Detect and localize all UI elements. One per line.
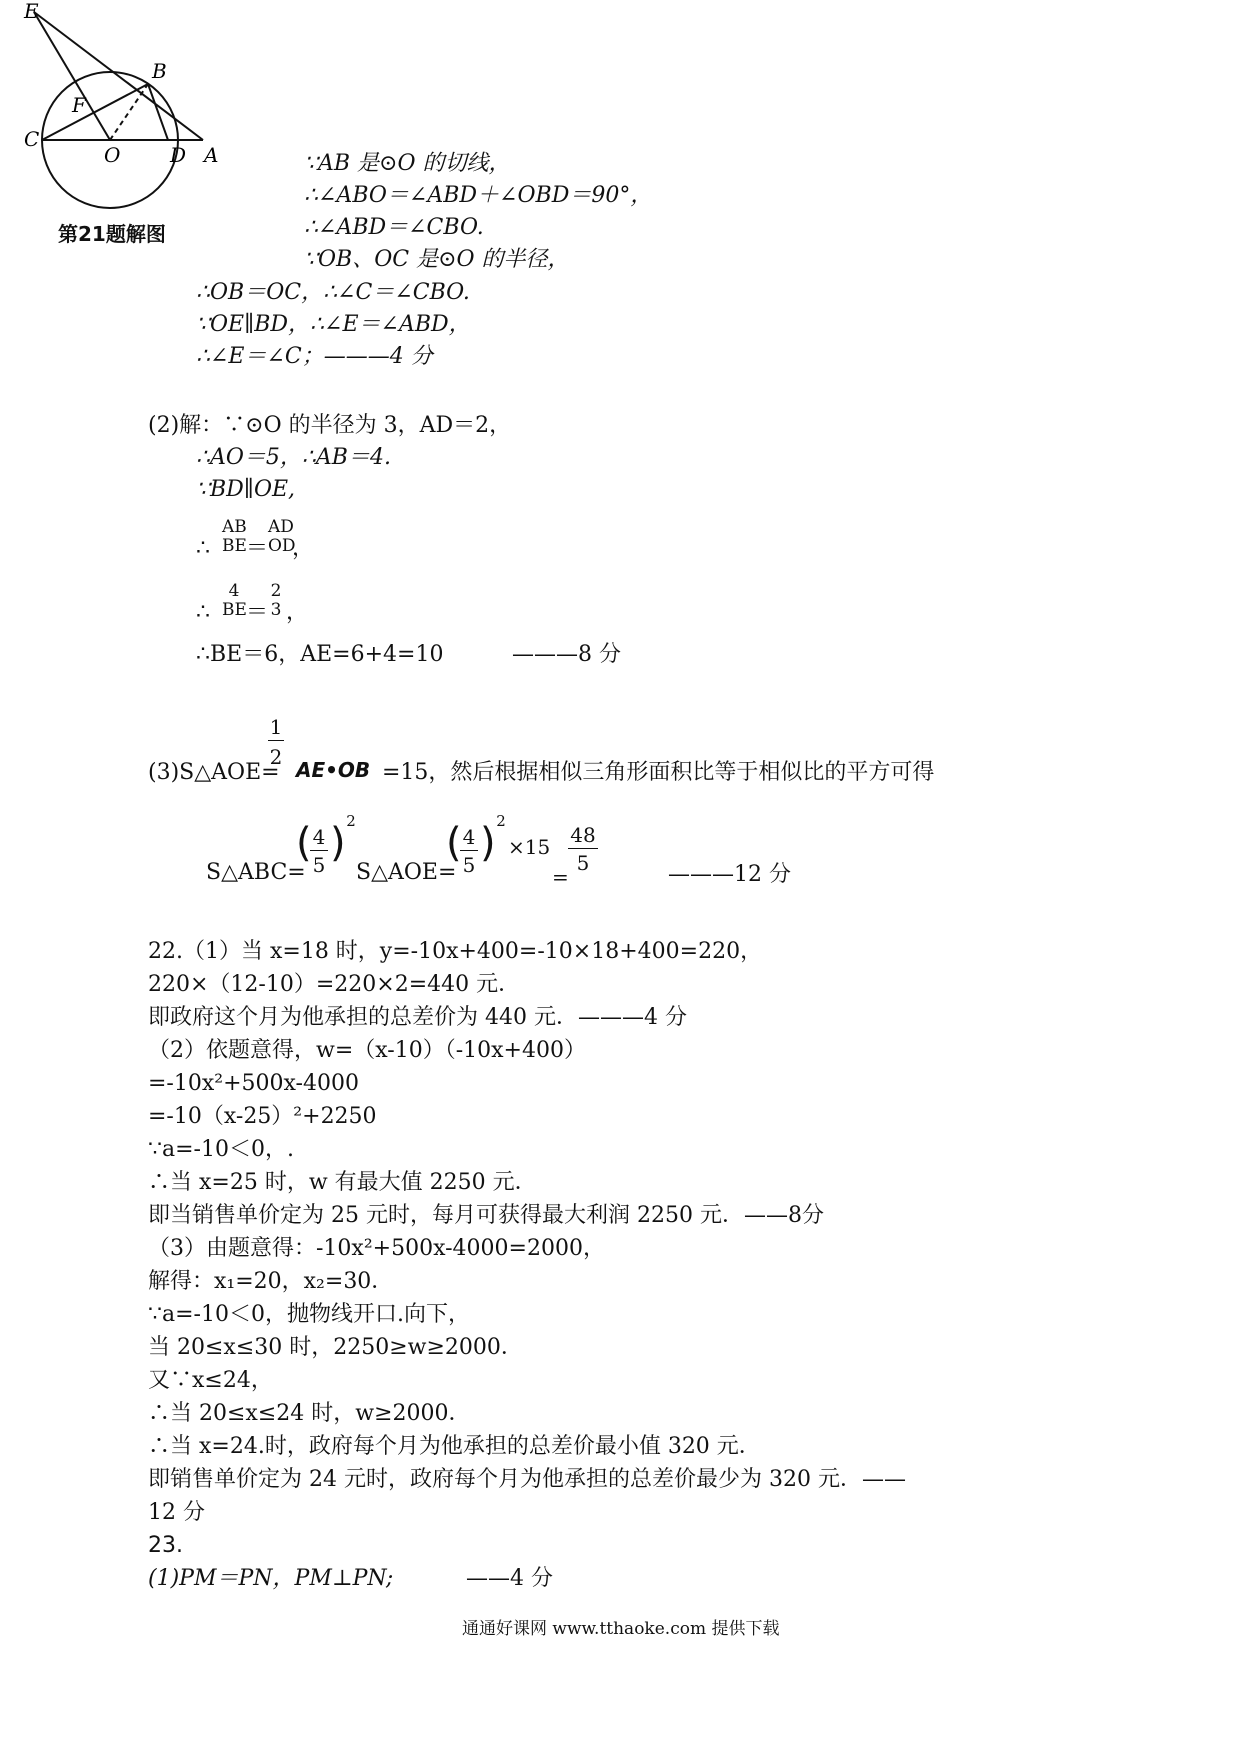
- left-paren-1: (: [296, 820, 312, 866]
- f1-num: 4: [312, 825, 326, 849]
- ratio2-prefix: ∴: [196, 600, 210, 625]
- q21-p2-line-2: ∴AO＝5，∴AB＝4.: [196, 445, 391, 470]
- q21-p3-tail: =15，然后根据相似三角形面积比等于相似比的平方可得: [382, 760, 935, 785]
- f1-exp: 2: [346, 812, 356, 830]
- f2-bar: [460, 850, 478, 851]
- result-den: 5: [576, 851, 590, 875]
- ratio2-suffix: ，: [286, 600, 309, 625]
- label-d: D: [170, 143, 187, 167]
- ratio1-num2: AD: [268, 517, 294, 537]
- ratio2-den2: 3: [270, 600, 282, 620]
- ratio2-num2: 2: [270, 581, 282, 601]
- ratio1-den2: OD: [268, 536, 296, 556]
- q21-line-7: ∴∠E＝∠C；———4 分: [196, 344, 433, 369]
- left-paren-2: (: [446, 820, 462, 866]
- q21-p2-line-3: ∵BD∥OE,: [196, 477, 296, 502]
- ratio1-suffix: ，: [292, 536, 315, 561]
- label-a: A: [204, 143, 219, 167]
- line-cb: [42, 84, 148, 140]
- ratio1-den1: BE: [222, 536, 247, 556]
- q22-line-17: 即销售单价定为 24 元时，政府每个月为他承担的总差价最少为 320 元．——: [148, 1467, 906, 1492]
- ratio1-prefix: ∴: [196, 536, 210, 561]
- q22-line-6: =-10（x-25）²+2250: [148, 1104, 377, 1129]
- q21-p3-score: ———12 分: [668, 862, 791, 887]
- q23-line-1: (1)PM＝PN，PM⊥PN;: [148, 1566, 394, 1591]
- ratio2-den1: BE: [222, 600, 247, 620]
- q22-line-4: （2）依题意得，w=（x-10）（-10x+400）: [148, 1038, 586, 1063]
- figure-caption: 第21题解图: [58, 222, 166, 246]
- q22-line-10: （3）由题意得：-10x²+500x-4000=2000，: [148, 1236, 605, 1261]
- line-ob-dashed: [110, 84, 148, 140]
- ratio2-num1: 4: [228, 581, 240, 601]
- q22-line-9: 即当销售单价定为 25 元时，每月可获得最大利润 2250 元．——8分: [148, 1203, 824, 1228]
- q21-line-5: ∴OB＝OC，∴∠C＝∠CBO.: [196, 280, 470, 305]
- q23-number: 23.: [148, 1533, 183, 1558]
- q21-line-2: ∴∠ABO＝∠ABD＋∠OBD＝90°，: [304, 183, 653, 208]
- result-bar: [568, 848, 598, 849]
- geometry-figure: [20, 0, 240, 250]
- s-aoe-label: S△AOE=: [356, 860, 457, 885]
- f2-den: 5: [462, 853, 476, 877]
- label-f: F: [72, 93, 86, 117]
- page-footer: 通通好课网 www.tthaoke.com 提供下载: [462, 1619, 780, 1639]
- q21-line-1: ∵AB 是⊙O 的切线，: [304, 151, 511, 176]
- q21-p2-line-6: ∴BE＝6，AE=6+4=10: [196, 642, 444, 667]
- label-c: C: [24, 127, 40, 151]
- ratio1-num1: AB: [222, 517, 247, 537]
- q22-line-13: 当 20≤x≤30 时，2250≥w≥2000．: [148, 1335, 523, 1360]
- half-fraction-bar: [268, 740, 284, 741]
- q22-line-2: 220×（12-10）=220×2=440 元．: [148, 972, 521, 997]
- q22-line-8: ∴当 x=25 时，w 有最大值 2250 元．: [148, 1170, 537, 1195]
- q21-line-3: ∴∠ABD＝∠CBO.: [304, 215, 484, 240]
- q22-line-3: 即政府这个月为他承担的总差价为 440 元．———4 分: [148, 1005, 687, 1030]
- half-den: 2: [269, 745, 283, 769]
- half-num: 1: [269, 715, 283, 739]
- s-abc-label: S△ABC=: [206, 860, 306, 885]
- right-paren-2: ): [480, 820, 496, 866]
- result-num: 48: [570, 823, 596, 847]
- f1-den: 5: [312, 853, 326, 877]
- q22-line-15: ∴当 20≤x≤24 时，w≥2000．: [148, 1401, 471, 1426]
- label-e: E: [24, 0, 39, 23]
- f2-exp: 2: [496, 812, 506, 830]
- f1-bar: [310, 850, 328, 851]
- result-eq: =: [552, 865, 569, 889]
- f2-num: 4: [462, 825, 476, 849]
- q21-line-6: ∵OE∥BD，∴∠E＝∠ABD，: [196, 312, 471, 337]
- q22-line-5: =-10x²+500x-4000: [148, 1071, 359, 1096]
- right-paren-1: ): [330, 820, 346, 866]
- line-ea: [34, 12, 203, 140]
- q21-p2-score: ———8 分: [512, 642, 621, 667]
- q22-line-1: 22.（1）当 x=18 时，y=-10x+400=-10×18+400=220，: [148, 939, 763, 964]
- q23-score: ——4 分: [466, 1566, 553, 1591]
- q22-line-7: ∵a=-10＜0，.: [148, 1137, 294, 1162]
- q21-line-4: ∵OB、OC 是⊙O 的半径，: [304, 247, 570, 272]
- q22-line-18: 12 分: [148, 1500, 205, 1525]
- q22-line-12: ∵a=-10＜0，抛物线开口.向下，: [148, 1302, 470, 1327]
- q22-line-11: 解得：x₁=20，x₂=30．: [148, 1269, 394, 1294]
- q22-line-16: ∴当 x=24.时，政府每个月为他承担的总差价最小值 320 元．: [148, 1434, 761, 1459]
- ratio1-eq: ＝: [246, 536, 269, 561]
- label-b: B: [152, 59, 167, 83]
- circle-tangent-diagram: [20, 0, 240, 250]
- q21-p2-line-1: (2)解：∵⊙O 的半径为 3，AD＝2，: [148, 413, 512, 438]
- times-15: ×15: [508, 835, 551, 859]
- q21-p3-expr: AE•OB: [296, 758, 371, 782]
- label-o: O: [104, 143, 121, 167]
- ratio2-eq: ＝: [246, 600, 269, 625]
- q22-line-14: 又∵x≤24，: [148, 1368, 273, 1393]
- q21-p3-lead: (3)S△AOE=: [148, 760, 280, 785]
